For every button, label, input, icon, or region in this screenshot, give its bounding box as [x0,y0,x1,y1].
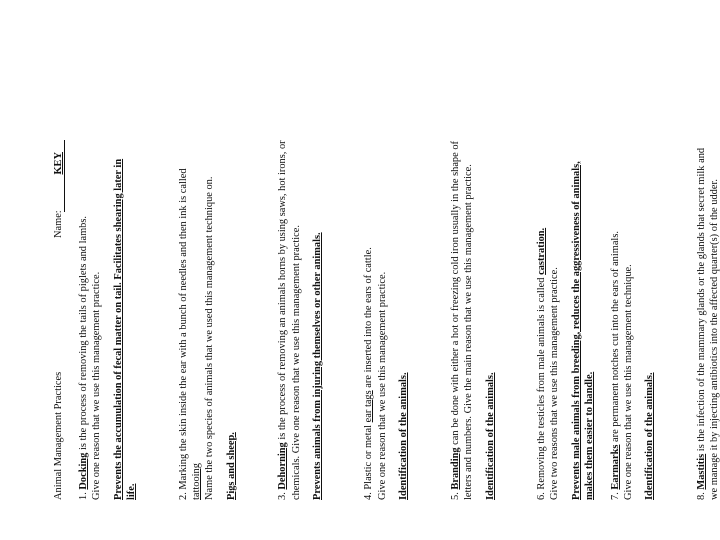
question-text: Give two reasons that we use this management practice. [549,267,561,500]
question-3 [276,140,324,500]
name-blank-line [52,140,65,212]
answer-key-label: KEY [53,152,64,175]
question-1 [77,140,139,500]
definition-text: is the process of removing an animals horns by using saws, hot irons, or chemicals. Give one reason that we use this management practice. [277,140,302,500]
question-number: 2. [177,492,189,500]
answer-text: Identification of the animals. [644,372,656,500]
definition-text: is the process of removing the tails of piglets and lambs. [78,215,89,451]
question-6 [535,140,597,500]
question-text: Give one reason that we use this management technique. [622,264,634,500]
answer-text: Prevents animals from injuring themselves or other animals. [312,232,324,500]
answer-text: Identification of the animals. [398,372,410,500]
definition-text: are permanent notches cut into the ears of animals. [609,231,621,442]
definition-text: Removing the testicles from male animals is called [535,277,547,490]
definition-text: Marking the skin inside the ear with a bunch of needles and then ink is called [177,168,189,490]
answer-text: Prevents male animals from breeding, reduces the aggressiveness of animals, makes them easier to handle. [570,161,596,500]
question-text: Name the two species of animals that we used this management technique on. [204,176,216,500]
question-4 [362,140,410,500]
question-text: Give one reason that we use this management practice. [376,271,388,500]
worksheet-title: Animal Management Practices [53,371,64,500]
answer-text: Prevents the accumulation of fecal matter on tail. Facilitates shearing later in life. [112,158,138,500]
question-number: 7. [609,492,621,500]
question-5 [449,140,497,500]
question-number: 1. [78,492,89,500]
term-branding: Branding [449,447,461,490]
definition-text: are inserted into the ears of cattle. [363,247,375,388]
term-dehorning: Dehorning [277,442,289,490]
worksheet-header [52,140,66,500]
definition-prefix: Plastic or metal [363,424,375,490]
definition-text: can be done with either a hot or freezing cold iron usually in the shape of letters and numbers. Give the main reason that we use this management practice. [449,141,475,500]
question-number: 8. [695,492,707,500]
answer-text: Identification of the animals. [484,372,496,500]
term-docking: Docking [78,452,89,490]
question-number: 6. [535,492,547,500]
question-text: Give one reason that we use this management practice. [91,271,103,500]
term-castration: castration. [535,227,547,275]
term-ear-tags: ear tags [363,390,375,423]
question-number: 5. [449,492,461,500]
question-number: 3. [277,492,289,500]
question-2 [177,140,239,500]
question-7 [609,140,657,500]
term-mastitis: Mastitis [695,453,707,490]
answer-text: Pigs and sheep. [225,432,237,500]
term-tattooing: tattooing [191,463,203,500]
question-number: 4. [363,492,375,500]
question-8 [695,140,720,500]
definition-text: is the infection of the mammary glands or the glands that secret milk and we manage it by injecting antibiotics into the affected quarter(s) of the udder. [695,147,720,500]
worksheet-content [52,140,720,500]
term-earmarks: Earmarks [609,444,621,490]
name-label: Name: [53,210,64,238]
